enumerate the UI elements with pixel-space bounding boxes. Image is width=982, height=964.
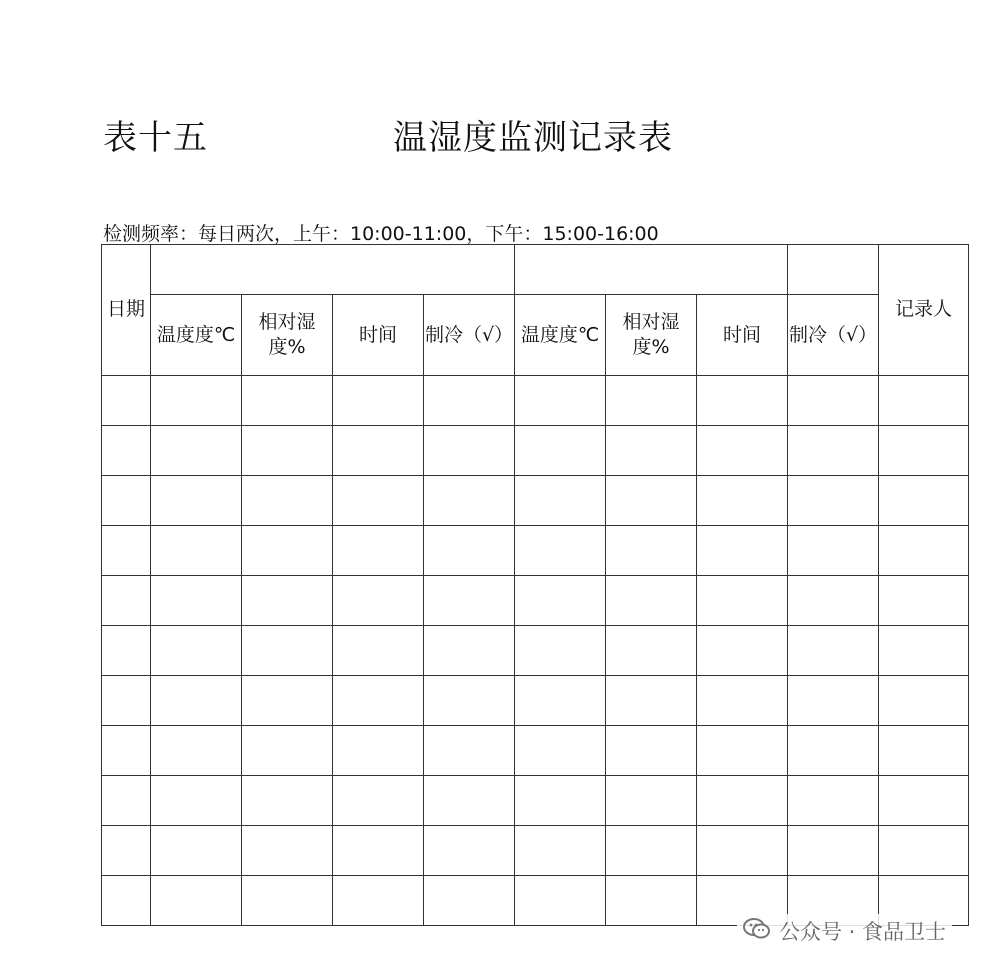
table-cell[interactable] [515,776,606,826]
table-row [102,776,969,826]
table-cell[interactable] [333,626,424,676]
table-cell[interactable] [697,676,788,726]
table-cell[interactable] [102,676,151,726]
table-cell[interactable] [515,876,606,926]
table-cell[interactable] [424,776,515,826]
table-cell[interactable] [697,576,788,626]
date-header: 日期 [102,245,151,376]
table-cell[interactable] [879,626,969,676]
table-cell[interactable] [515,626,606,676]
table-cell[interactable] [788,676,879,726]
table-cell[interactable] [697,626,788,676]
table-cell[interactable] [333,776,424,826]
table-cell[interactable] [242,726,333,776]
table-cell[interactable] [697,726,788,776]
table-cell[interactable] [333,726,424,776]
table-cell[interactable] [151,676,242,726]
wechat-icon [743,917,771,946]
table-cell[interactable] [151,776,242,826]
table-cell[interactable] [606,376,697,426]
table-cell[interactable] [102,376,151,426]
table-cell[interactable] [424,726,515,776]
table-cell[interactable] [102,776,151,826]
table-cell[interactable] [242,826,333,876]
table-cell[interactable] [788,376,879,426]
table-cell[interactable] [102,476,151,526]
table-cell[interactable] [102,526,151,576]
table-cell[interactable] [424,426,515,476]
table-cell[interactable] [151,826,242,876]
table-cell[interactable] [879,426,969,476]
table-row [102,526,969,576]
table-cell[interactable] [102,826,151,876]
col-header-time-am: 时间 [333,295,424,376]
afternoon-cooling-group-header [788,245,879,295]
morning-group-header [151,245,515,295]
table-cell[interactable] [788,726,879,776]
table-cell[interactable] [333,876,424,926]
table-cell[interactable] [697,526,788,576]
table-cell[interactable] [879,576,969,626]
table-cell[interactable] [788,426,879,476]
afternoon-group-header [515,245,788,295]
table-cell[interactable] [788,476,879,526]
table-cell[interactable] [102,876,151,926]
table-cell[interactable] [333,426,424,476]
table-cell[interactable] [333,476,424,526]
table-cell[interactable] [424,526,515,576]
table-cell[interactable] [333,376,424,426]
document-title: 温湿度监测记录表 [393,118,673,158]
table-cell[interactable] [606,526,697,576]
col-header-temperature-pm: 温度度℃ [515,295,606,376]
table-cell[interactable] [102,626,151,676]
table-cell[interactable] [151,726,242,776]
table-cell[interactable] [424,576,515,626]
table-cell[interactable] [515,826,606,876]
table-cell[interactable] [515,576,606,626]
table-row [102,676,969,726]
table-cell[interactable] [242,626,333,676]
table-cell[interactable] [242,476,333,526]
header-row-columns [102,295,969,376]
table-row [102,476,969,526]
table-cell[interactable] [424,376,515,426]
table-cell[interactable] [697,376,788,426]
table-number: 表十五 [103,118,208,158]
table-cell[interactable] [424,676,515,726]
table-cell[interactable] [879,376,969,426]
table-cell[interactable] [102,426,151,476]
table-cell[interactable] [515,426,606,476]
frequency-note: 检测频率：每日两次，上午：10:00-11:00，下午：15:00-16:00 [103,223,659,245]
table-cell[interactable] [697,476,788,526]
table-cell[interactable] [515,476,606,526]
table-cell[interactable] [102,726,151,776]
table-cell[interactable] [788,526,879,576]
col-header-cooling-pm: 制冷（√） [788,295,879,376]
table-cell[interactable] [151,576,242,626]
table-cell[interactable] [151,876,242,926]
table-cell[interactable] [151,476,242,526]
table-cell[interactable] [333,526,424,576]
table-cell[interactable] [515,526,606,576]
table-cell[interactable] [151,426,242,476]
table-cell[interactable] [879,726,969,776]
table-cell[interactable] [424,626,515,676]
table-cell[interactable] [515,726,606,776]
table-cell[interactable] [606,476,697,526]
table-cell[interactable] [697,826,788,876]
col-header-humidity-pm: 相对湿度% [606,295,697,376]
table-cell[interactable] [606,626,697,676]
table-cell[interactable] [879,476,969,526]
col-header-temperature-am: 温度度℃ [151,295,242,376]
table-cell[interactable] [333,576,424,626]
watermark [737,914,952,948]
table-cell[interactable] [697,776,788,826]
recorder-header: 记录人 [879,245,969,376]
table-cell[interactable] [788,576,879,626]
table-cell[interactable] [424,876,515,926]
table-cell[interactable] [879,526,969,576]
table-cell[interactable] [102,576,151,626]
table-cell[interactable] [242,376,333,426]
table-cell[interactable] [151,626,242,676]
table-cell[interactable] [606,576,697,626]
table-cell[interactable] [242,526,333,576]
table-cell[interactable] [333,826,424,876]
table-cell[interactable] [333,676,424,726]
table-row [102,726,969,776]
table-row [102,826,969,876]
table-cell[interactable] [242,576,333,626]
table-cell[interactable] [606,876,697,926]
table-cell[interactable] [606,776,697,826]
table-row [102,426,969,476]
table-cell[interactable] [242,426,333,476]
table-row [102,376,969,426]
table-row [102,576,969,626]
table-cell[interactable] [788,776,879,826]
table-cell[interactable] [515,676,606,726]
table-cell[interactable] [606,726,697,776]
table-cell[interactable] [151,376,242,426]
table-cell[interactable] [242,676,333,726]
table-cell[interactable] [242,876,333,926]
table-cell[interactable] [424,826,515,876]
col-header-humidity-am: 相对湿度% [242,295,333,376]
table-cell[interactable] [879,776,969,826]
watermark-text: 公众号 · 食品卫士 [778,920,946,944]
monitoring-table [101,244,969,926]
col-header-cooling-am: 制冷（√） [424,295,515,376]
table-cell[interactable] [879,676,969,726]
table-cell[interactable] [697,426,788,476]
table-row [102,626,969,676]
header-row-top [102,245,969,295]
table-cell[interactable] [151,526,242,576]
col-header-time-pm: 时间 [697,295,788,376]
table-cell[interactable] [606,826,697,876]
table-cell[interactable] [515,376,606,426]
table-cell[interactable] [242,776,333,826]
table-cell[interactable] [606,676,697,726]
table-cell[interactable] [788,826,879,876]
table-cell[interactable] [788,626,879,676]
table-cell[interactable] [606,426,697,476]
table-cell[interactable] [879,826,969,876]
table-cell[interactable] [424,476,515,526]
